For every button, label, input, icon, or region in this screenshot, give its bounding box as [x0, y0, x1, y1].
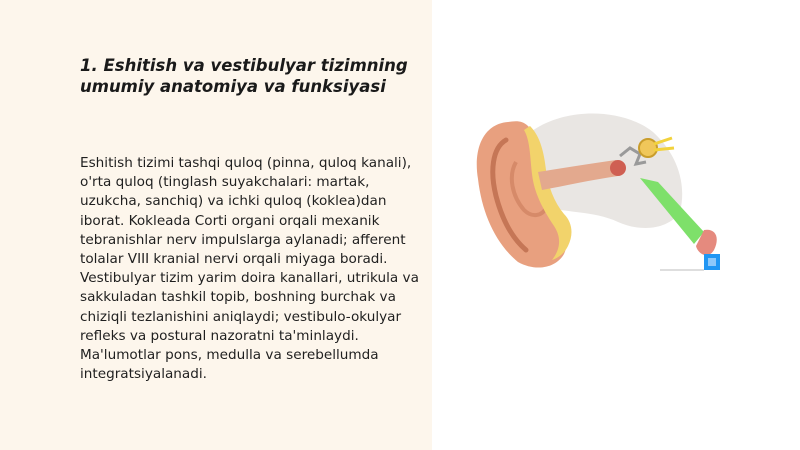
- tympanic-membrane: [610, 160, 626, 176]
- cochlea: [639, 139, 657, 157]
- slide-body-text: Eshitish tizimi tashqi quloq (pinna, quloq kanali), o'rta quloq (tinglash suyakchalari: martak, uzukcha, sanchiq) va ichki quloq (koklea)dan iborat. Kokleada Corti organi orqali mexanik tebranishlar nerv impulslarga aylanadi; afferent tolalar VIII kranial nervi orqali miyaga boradi. Vestibulyar tizim yarim doira kanallari, utrikula va sakkuladan tashkil topib, boshning burchak va chiziqli tezlanishini aniqlaydi; vestibulo-okulyar refleks va postural nazoratni ta'minlaydi. Ma'lumotlar pons, medulla va serebellumda integratsiyalanadi.: [80, 155, 419, 383]
- title-line-2: umumiy anatomiya va funksiyasi: [80, 77, 386, 96]
- slide-title: [80, 55, 420, 97]
- ear-anatomy-illustration: [468, 104, 728, 276]
- title-line-1: 1. Eshitish va vestibulyar tizimning: [80, 56, 408, 75]
